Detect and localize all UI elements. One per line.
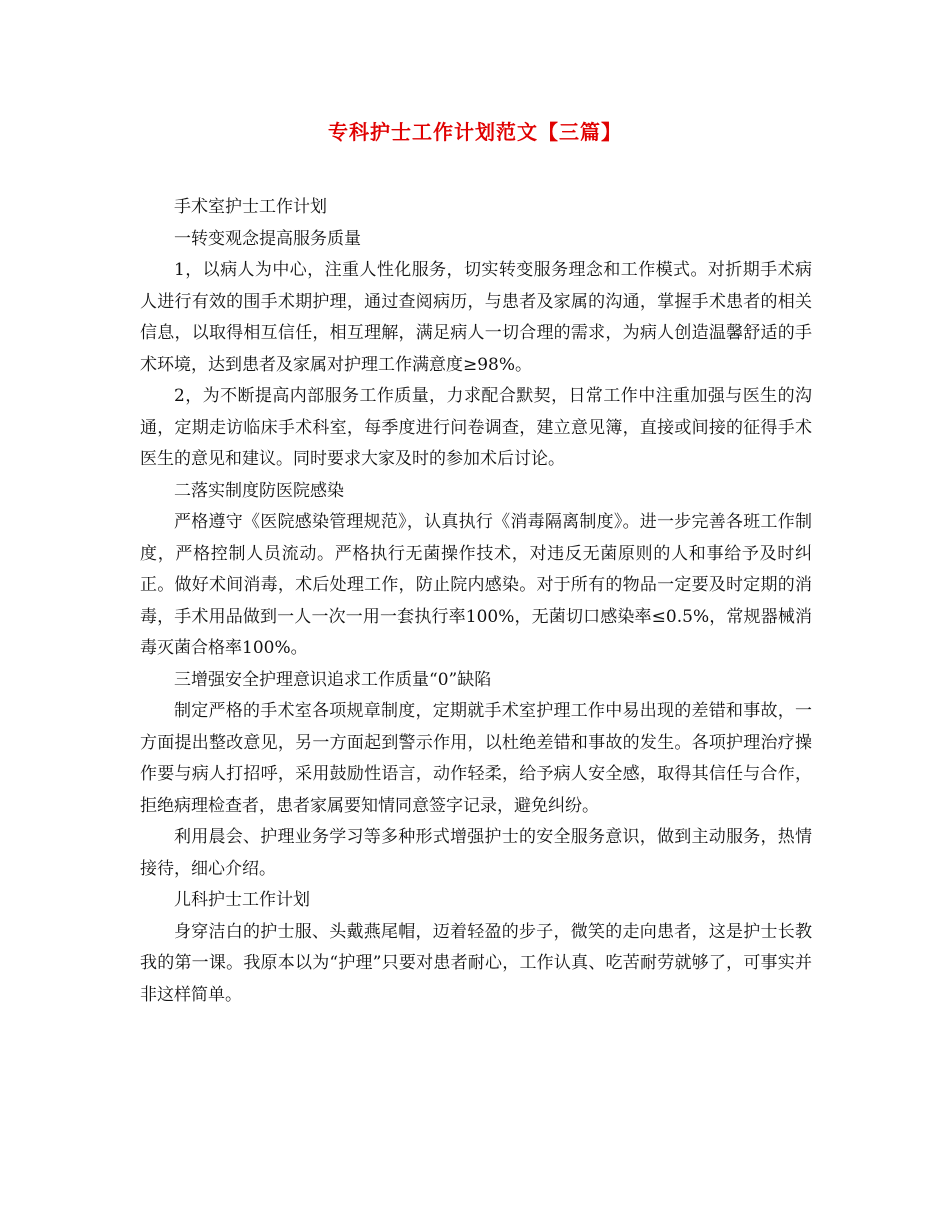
document-title: 专科护士工作计划范文【三篇】	[328, 120, 622, 144]
paragraph-rules-regulations: 制定严格的手术室各项规章制度，定期就手术室护理工作中易出现的差错和事故，一方面提出整改意见，另一方面起到警示作用，以杜绝差错和事故的发生。各项护理治疗操作要与病人打招呼，采用鼓励性语言，动作轻柔，给予病人安全感，取得其信任与合作，拒绝病理检查者，患者家属要知情同意签字记录，避免纠纷。	[140, 701, 812, 816]
section-heading-operating-room: 手术室护士工作计划	[174, 197, 327, 217]
paragraph-patient-centered: 1，以病人为中心，注重人性化服务，切实转变服务理念和工作模式。对折期手术病人进行有效的围手术期护理，通过查阅病历，与患者及家属的沟通，掌握手术患者的相关信息，以取得相互信任，相互理解，满足病人一切合理的需求，为病人创造温馨舒适的手术环境，达到患者及家属对护理工作满意度≥98%。	[140, 260, 812, 375]
subheading-infection-control: 二落实制度防医院感染	[174, 480, 344, 501]
paragraph-infection-rules: 严格遵守《医院感染管理规范》，认真执行《消毒隔离制度》。进一步完善各班工作制度，严格控制人员流动。严格执行无菌操作技术，对违反无菌原则的人和事给予及时纠正。做好术间消毒，术后处理工作，防止院内感染。对于所有的物品一定要及时定期的消毒，手术用品做到一人一次一用一套执行率100%，无菌切口感染率≤0.5%，常规器械消毒灭菌合格率100%。	[140, 512, 812, 658]
document-body	[140, 192, 812, 1011]
paragraph-internal-service: 2，为不断提高内部服务工作质量，力求配合默契，日常工作中注重加强与医生的沟通，定期走访临床手术科室，每季度进行问卷调查，建立意见簿，直接或间接的征得手术医生的意见和建议。同时要求大家及时的参加术后讨论。	[140, 386, 812, 469]
subheading-safety-awareness: 三增强安全护理意识追求工作质量“0”缺陷	[174, 669, 492, 690]
section-heading-pediatrics: 儿科护士工作计划	[174, 890, 310, 910]
paragraph-morning-meeting: 利用晨会、护理业务学习等多种形式增强护士的安全服务意识，做到主动服务，热情接待，细心介绍。	[140, 827, 812, 879]
subheading-service-quality: 一转变观念提高服务质量	[174, 228, 361, 249]
paragraph-first-lesson: 身穿洁白的护士服、头戴燕尾帽，迈着轻盈的步子，微笑的走向患者，这是护士长教我的第一课。我原本以为“护理”只要对患者耐心，工作认真、吃苦耐劳就够了，可事实并非这样简单。	[140, 921, 812, 1005]
